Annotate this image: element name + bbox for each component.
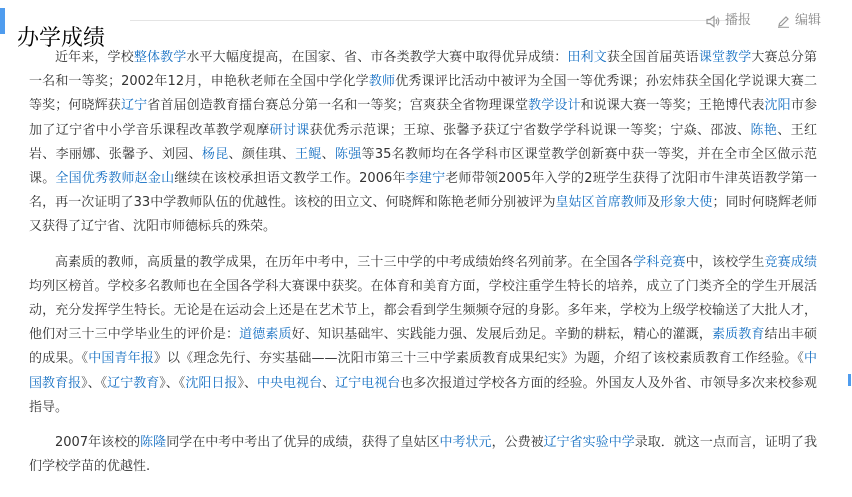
- header-divider: [130, 20, 737, 21]
- inline-link[interactable]: 陈隆: [140, 435, 167, 451]
- inline-link[interactable]: 全国优秀教师赵金山: [55, 171, 175, 187]
- paragraph: [29, 431, 817, 479]
- text-run: 获全国首届英语: [606, 50, 699, 65]
- inline-link[interactable]: 陈强: [334, 146, 362, 162]
- text-run: ；同时何晓辉老师又获得了辽宁省、沈阳市师德标兵的殊荣。: [29, 195, 817, 235]
- inline-link[interactable]: 辽宁省实验中学: [543, 435, 635, 451]
- paragraph: [29, 46, 817, 240]
- inline-link[interactable]: 沈阳: [764, 98, 791, 114]
- text-run: 水平大幅度提高，在国家、省、市各类教学大赛中取得优异成绩：: [186, 50, 568, 65]
- text-run: 均列区榜首。学校多名教师也在全国各学科大赛课中获奖。在体育和美育方面，学校注重学生特长的培养，成立了门类齐全的学生开展活动，充分发挥学生特长。无论是在运动会上还是在艺术节上，都会看到学生频频夺冠的身影。多年来，学校为上级学校输送了大批人才，他们对三十三中学毕业生的评价是：: [29, 278, 817, 343]
- speaker-icon: [706, 15, 720, 28]
- text-run: 》、《: [159, 375, 186, 391]
- text-run: 中，该校学生: [685, 254, 765, 270]
- inline-link[interactable]: 研讨课: [269, 122, 310, 138]
- inline-link[interactable]: 辽宁: [120, 98, 148, 114]
- text-run: 继续在该校承担语文教学工作。2006年: [174, 171, 406, 187]
- inline-link[interactable]: 辽宁教育: [107, 375, 160, 391]
- text-run: 近年来，学校: [55, 50, 134, 65]
- inline-link[interactable]: 学科竞赛: [633, 254, 686, 270]
- inline-link[interactable]: 中国青年报: [88, 351, 154, 367]
- edit-button[interactable]: [777, 12, 821, 30]
- text-run: 老师带领2005年入学的2班学生获得了沈阳市牛津英语教学第一名，再一次证明了33中学教师队伍的优越性。该校的田立文、何晓辉和陈艳老师分别被评为: [29, 171, 817, 211]
- text-run: 、王红岩、李丽娜、张馨予、刘园、: [29, 122, 817, 162]
- pencil-icon: [777, 15, 790, 28]
- inline-link[interactable]: 竞赛成绩: [764, 254, 817, 270]
- text-run: 》、《: [81, 375, 108, 391]
- share-button[interactable]: [706, 12, 751, 30]
- text-run: 录取．就这一点而言，证明了我们学校学苗的优越性.: [29, 435, 817, 475]
- edit-label: 编辑: [795, 13, 822, 28]
- inline-link[interactable]: 中考状元: [439, 435, 492, 451]
- text-run: 和说课大赛一等奖；王艳博代表: [580, 98, 765, 114]
- scroll-indicator[interactable]: [848, 374, 851, 386]
- inline-link[interactable]: 陈艳: [750, 122, 778, 138]
- section-header: [0, 0, 852, 52]
- text-run: 、: [321, 146, 335, 162]
- text-run: 也多次报道过学校各方面的经验。外国友人及外省、市领导多次来校参观指导。: [29, 375, 817, 415]
- inline-link[interactable]: 田利文: [567, 50, 607, 65]
- text-run: 及: [647, 195, 661, 211]
- inline-link[interactable]: 教师: [368, 74, 396, 90]
- text-run: 高素质的教师，高质量的教学成果，在历年中考中，三十三中学的中考成绩始终名列前茅。在全国各: [55, 254, 634, 270]
- text-run: 等35名教师均在各学科市区课堂教学创新赛中获一等奖，并在全市全区做示范课。: [29, 146, 817, 187]
- text-run: 、: [322, 375, 336, 391]
- inline-link[interactable]: 课堂教学: [698, 50, 752, 65]
- inline-link[interactable]: 皇姑区首席教师: [555, 195, 648, 211]
- inline-link[interactable]: 中央电视台: [256, 375, 323, 391]
- text-run: 市参加了辽宁省中小学音乐课程改革教学观摩: [29, 98, 817, 138]
- text-run: ，公费被: [491, 435, 544, 451]
- text-run: 好、知识基础牢、实践能力强、发展后劲足。辛勤的耕耘，精心的灌溉，: [291, 327, 712, 343]
- text-run: 结出丰硕的成果。《: [29, 327, 817, 367]
- text-run: 同学在中考中考出了优异的成绩，获得了皇姑区: [166, 435, 440, 451]
- inline-link[interactable]: 教学设计: [528, 98, 581, 114]
- inline-link[interactable]: 沈阳日报: [185, 375, 238, 391]
- text-run: 省首届创造教育擂台赛总分第一名和一等奖；宫爽获全省物理课堂: [147, 98, 529, 114]
- text-run: 》、: [237, 375, 257, 391]
- inline-link[interactable]: 杨昆: [201, 146, 229, 162]
- text-run: 2007年该校的: [55, 435, 141, 451]
- paragraph: [29, 251, 817, 420]
- text-run: 优秀课评比活动中被评为全国一等优秀课；孙宏炜获全国化学说课大赛二等奖；何晓辉获: [29, 74, 817, 114]
- text-run: 大赛总分第一名和一等奖；2002年12月，申艳秋老师在全国中学化学: [29, 50, 817, 90]
- inline-link[interactable]: 王鲲: [295, 146, 322, 162]
- section-accent-bar: [0, 8, 5, 34]
- share-label: 播报: [725, 13, 752, 28]
- article-body: [29, 46, 817, 490]
- inline-link[interactable]: 道德素质: [239, 327, 292, 343]
- inline-link[interactable]: 中国教育报: [29, 351, 817, 391]
- section-title: 办学成绩: [17, 26, 106, 52]
- text-run: 、颜佳琪、: [228, 146, 296, 162]
- text-run: 获优秀示范课；王琼、张馨予获辽宁省数学学科说课一等奖；宁焱、邵波、: [309, 122, 751, 138]
- inline-link[interactable]: 形象大使: [660, 195, 713, 211]
- inline-link[interactable]: 辽宁电视台: [335, 375, 401, 391]
- inline-link[interactable]: 李建宁: [405, 171, 446, 187]
- inline-link[interactable]: 整体教学: [133, 50, 187, 65]
- inline-link[interactable]: 素质教育: [712, 327, 765, 343]
- text-run: 》以《理念先行、夯实基础——沈阳市第三十三中学素质教育成果纪实》为题，介绍了该校素质教育工作经验。《: [153, 351, 804, 367]
